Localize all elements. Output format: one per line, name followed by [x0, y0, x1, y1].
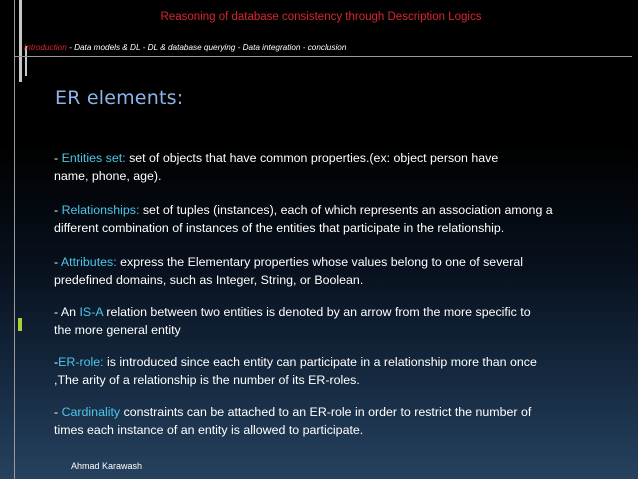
item-term: IS-A [79, 305, 103, 319]
item-prefix: - An [54, 305, 80, 319]
nav-other-sections[interactable]: - Data models & DL - DL & database querying - Data integration - conclusion [66, 43, 347, 52]
footer-author: Ahmad Karawash [71, 461, 143, 471]
item-text: set of objects that have common properties.(ex: object person have name, phone, age). [54, 151, 499, 183]
item-term: Cardinality [61, 405, 121, 419]
item-text: constraints can be attached to an ER-role in order to restrict the number of times each instance of an entity is allowed to participate. [54, 405, 532, 437]
item-term: ER-role: [58, 355, 104, 369]
section-navigation [24, 43, 346, 52]
item-text: is introduced since each entity can participate in a relationship more than once ,The arity of a relationship is the number of its ER-roles. [54, 355, 537, 387]
item-is-a [54, 285, 531, 339]
nav-current-section[interactable]: Introduction [24, 43, 67, 52]
item-er-role [54, 335, 537, 389]
item-text: relation between two entities is denoted by an arrow from the more specific to the more general entity [54, 305, 531, 337]
header-divider [14, 56, 632, 57]
slide-heading: ER elements: [55, 87, 184, 109]
item-text: express the Elementary properties whose values belong to one of several predefined domains, such as Integer, String, or Boolean. [54, 255, 524, 287]
vertical-rule [14, 0, 15, 479]
item-attributes [54, 235, 523, 289]
item-prefix: - [54, 355, 59, 369]
item-relationships [54, 183, 553, 237]
item-entities-set [54, 131, 498, 185]
green-accent-bar [18, 318, 22, 331]
item-prefix: - [54, 255, 61, 269]
item-prefix: - [54, 151, 62, 165]
deck-title: Reasoning of database consistency through Description Logics [160, 11, 482, 23]
item-prefix: - [54, 203, 62, 217]
item-term: Relationships: [61, 203, 140, 217]
item-cardinality [54, 385, 531, 439]
item-prefix: - [54, 405, 62, 419]
item-text: set of tuples (instances), each of which represents an association among a different combination of instances of the entities that participate in the relationship. [54, 203, 553, 235]
item-term: Entities set: [61, 151, 126, 165]
item-term: Attributes: [60, 255, 117, 269]
